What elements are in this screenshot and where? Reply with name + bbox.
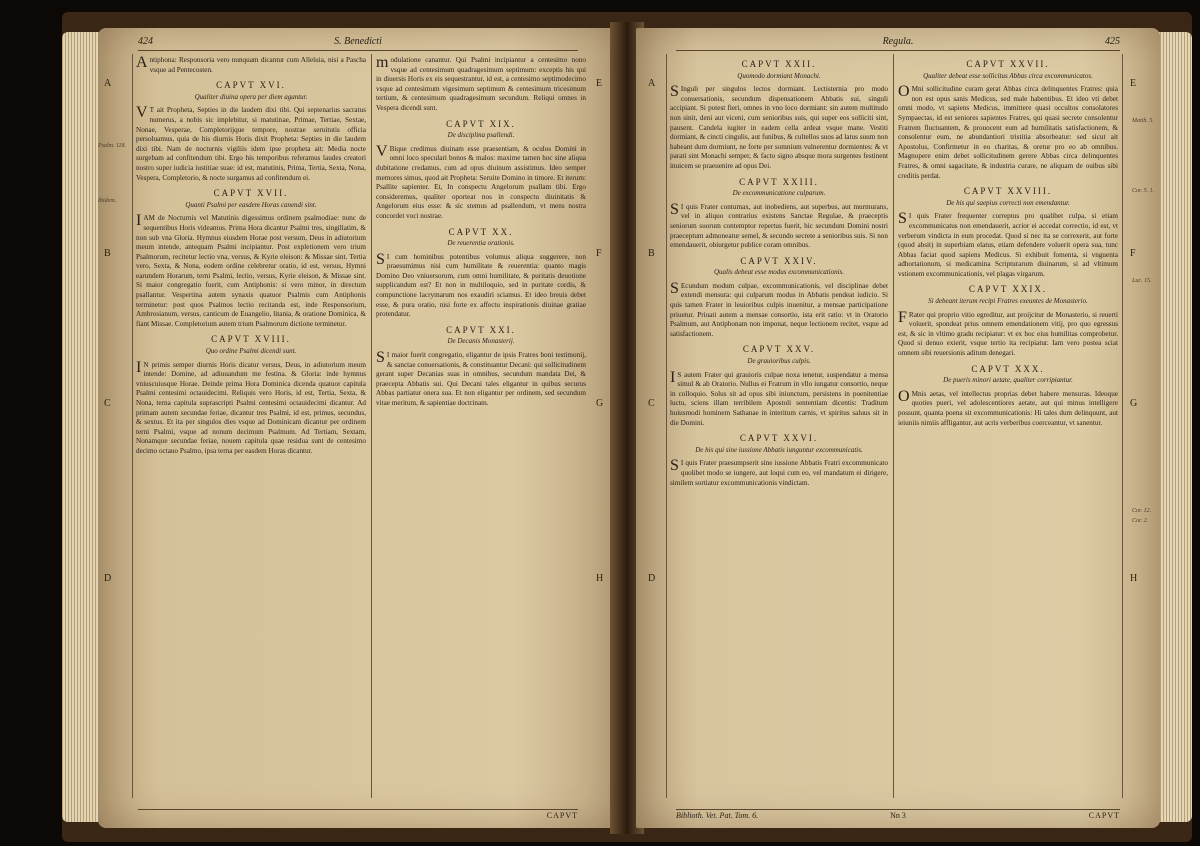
margin-letter: G bbox=[1130, 398, 1138, 409]
margin-letter: A bbox=[104, 78, 112, 89]
margin-letter: E bbox=[596, 78, 603, 89]
chapter-heading: CAPVT XXVIII. bbox=[963, 186, 1053, 197]
margin-letter: F bbox=[1130, 248, 1136, 259]
chapter-text: IN primis semper diurnis Horis dicatur versus, Deus, in adiutorium meum intende: Domine, ad adiuuandum me festina. & Gloria: inde hymnus vniuscuiusque Horae. Deinde prima Hora Dominica dicenda quatuor capitula Psalmi centesimi octauidecimi. Reliquis vero Horis, id est, Tertia, Sexta, & Nona, terna capitula suprascripti Psalmi centesimi octauidecimi dicantur. Ad primam autem secundae feriae, dicantur tres Psalmi, id est, primus, secundus, & sextus. Et ita per singulos dies vsque ad Dominicam dicantur per ordinem terni Psalmi, vsque ad nonum decimum Psalmum. Ad Tertiam, Sextam, Nonamque secundae feriae, nouem capitula quae residua sunt de centesimo decimo octauo Psalmo, ipsa terna per easdem Horas dicantur. bbox=[136, 358, 366, 455]
chapter-subtitle: De disciplina psallendi. bbox=[447, 131, 515, 140]
chapter-heading: CAPVT XXII. bbox=[741, 59, 817, 69]
right-page-column-2 bbox=[898, 54, 1118, 794]
chapter-text: SI quis Frater contumax, aut inobediens, aut superbus, aut murmurans, vel in aliquo contrarius existens Sanctae Regulae, & praeceptis seniorum suorum contemptor repertus fuerit, hic secundum Domini nostri praeceptum admoneatur semel, & secundo secrete a senioribus suis. Si non emendauerit, obiurgetur publice coram omnibus. bbox=[670, 200, 888, 250]
chapter bbox=[670, 60, 888, 172]
chapter bbox=[376, 228, 586, 320]
left-inner-margin-letters bbox=[592, 68, 612, 808]
left-page-column-2 bbox=[376, 54, 586, 794]
margin-letter: E bbox=[1130, 78, 1137, 89]
right-outer-margin-letters bbox=[1126, 68, 1146, 808]
margin-letter: B bbox=[104, 248, 111, 259]
chapter-subtitle: De his qui sine iussione Abbatis iunguntur excommunicatis. bbox=[695, 445, 863, 454]
chapter-text: IAM de Nocturnis vel Matutinis digessimus ordinem psalmodiae: nunc de sequentibus Horis videamus. Prima Hora dicantur Psalmi tres, singillatim, & non sub vna Gloria. Hymnus eiusdem Horae post versum, Deus in adiutorium meum intende, antequam Psalmi incipiantur. Post expletionem vero trium Psalmorum, recitetur lectio vna, versus, & Kyrie eleison: & Missae sint. Tertia vero, Sexta, & Nona, eodem ordine celebretur oratio, id est, versus, Hymni earundem Horarum, terni Psalmi, lectio, versus, Kyrie eleison, & Missae sint. Si maior congregatio fuerit, cum Antiphonis: si vero minor, in directum psallantur. Vespertina autem synaxis quatuor Psalmis cum Antiphonis terminetur: post quos Psalmos lectio recitanda est, inde Responsorium, Ambrosianum, versus, canticum de Euangelio, litania, & oratione Dominica, & fiant Missae. Completorium autem trium Psalmorum dictione terminetur. bbox=[136, 212, 366, 328]
chapter-text: FRater qui proprio vitio egreditur, aut proijcitur de Monasterio, si reuerti voluerit, spondeat prius omnem emendationem vitij, pro quo egressus est, & sic in vltimo gradu recipiatur: vt ex hoc eius humilitas comprobetur. Quod si denuo exierit, vsque tertio ita recipiatur. Iam vero postea sciat omnem sibi reuersionis aditum denegari. bbox=[898, 308, 1118, 358]
chapter-heading: CAPVT XXIII. bbox=[739, 176, 819, 187]
margin-note: Psalm. 118. bbox=[98, 143, 127, 149]
right-inner-margin-letters bbox=[644, 68, 664, 808]
center-column-rule bbox=[371, 54, 372, 798]
margin-letter: C bbox=[648, 398, 655, 409]
right-page bbox=[636, 28, 1160, 828]
chapter bbox=[136, 189, 366, 329]
page-edges-right bbox=[1158, 32, 1192, 822]
chapter-heading: CAPVT XIX. bbox=[446, 118, 516, 129]
chapter-text: SI cum hominibus potentibus volumus aliqua suggerere, non praesumimus nisi cum humilitate & reuerentia: quanto magis Domino Deo vniuersorum, cum omni humilitate, & puritatis deuotione supplicandum est? Et non in multiloquio, sed in puritate cordis, & compunctione lacrymarum nos exaudiri sciamus. Et ideo breuis debet esse, & pura oratio, nisi forte ex affectu inspirationis diuinae gratiae protendatur. bbox=[376, 250, 586, 319]
chapter-heading: CAPVT XXIV. bbox=[740, 255, 818, 266]
chapter bbox=[376, 120, 586, 222]
chapter bbox=[136, 81, 366, 183]
chapter-heading: CAPVT XXX. bbox=[971, 363, 1045, 374]
intro-text: modulatione canantur. Qui Psalmi incipiantur a centesimo nono vsque ad centesimum quadragesimum septimum: exceptis his qui in diuersis Horis ex eis sequestrantur, id est, a centesimo septimodecimo vsque ad centesimum vigesimum septimum & centesimum tricesimum tertium, & centesimum quadragesimum secundum. Reliqui omnes in Vespera dicendi sunt. bbox=[376, 54, 586, 112]
chapter-heading: CAPVT XVIII. bbox=[211, 334, 291, 345]
intro-text: Antiphona: Responsoria vero nunquam dicantur cum Alleluia, nisi a Pascha vsque ad Pentecosten. bbox=[136, 54, 366, 74]
chapter bbox=[898, 365, 1118, 429]
chapter-text: IS autem Frater qui grauioris culpae noxa tenetur, suspendatur a mensa simul & ab Oratorio. Nullus ei Fratrum in vllo iungatur consortio, neque in colloquio. Solus sit ad opus sibi iniunctum, persistens in poenitentiae luctu, sciens illam terribilem Apostoli sententiam dicentis: Traditum huiusmodi hominem Sathanae in interitum carnis, vt spiritus saluus sit in die Domini. bbox=[670, 368, 888, 427]
right-page-number: 425 bbox=[1105, 36, 1120, 47]
chapter-text: OMnis aetas, vel intellectus proprias debet habere mensuras. Ideoque quoties pueri, vel adolescentiores aetate, aut qui minus intelligere possunt, quanta poena sit excommunicationis: Hi tales dum delinquunt, aut ieiuniis nimiis affligantur, aut acris verberibus coerceantur, vt sanentur. bbox=[898, 387, 1118, 427]
chapter-text: SEcundum modum culpae, excommunicationis, vel disciplinae debet extendi mensura: qui culparum modus in Abbatis pendeat iudicio. Si quis tamen Frater in leuioribus culpis inuenitur, a mensae participatione priuetur. Priuati autem a mensae consortio, ista erit ratio: vt in Oratorio Psalmum, aut Antiphonam non imponat, neque lectionem recitet, vsque ad satisfactionem. bbox=[670, 279, 888, 338]
chapter bbox=[670, 434, 888, 488]
left-page bbox=[98, 28, 618, 828]
chapter-heading: CAPVT XXIX. bbox=[968, 284, 1048, 295]
right-center-rule bbox=[893, 54, 894, 798]
right-column-rule bbox=[666, 54, 667, 798]
chapter-subtitle: Qualis debeat esse modus excommunicationis. bbox=[713, 268, 845, 277]
chapter-heading: CAPVT XVII. bbox=[213, 188, 289, 199]
chapter bbox=[670, 257, 888, 340]
chapter-heading: CAPVT XXI. bbox=[446, 324, 516, 335]
chapter-heading: CAPVT XXVI. bbox=[739, 433, 819, 444]
margin-note: Cor. 2. bbox=[1132, 518, 1149, 524]
chapter-subtitle: De grauioribus culpis. bbox=[747, 357, 811, 366]
margin-note: Matth. 5. bbox=[1132, 118, 1154, 124]
page-edges-left bbox=[62, 32, 100, 822]
chapter-heading: CAPVT XXV. bbox=[742, 344, 816, 355]
chapter-subtitle: Si debeant iterum recipi Fratres exeuntes de Monasterio. bbox=[928, 297, 1088, 306]
chapter bbox=[670, 345, 888, 428]
chapter-subtitle: Qualiter diuina opera per diem agantur. bbox=[194, 92, 308, 101]
right-outer-rule bbox=[1122, 54, 1123, 798]
chapter-subtitle: De excommunicatione culparum. bbox=[732, 189, 826, 198]
right-running-title: Regula. bbox=[882, 36, 914, 47]
right-catchword: CAPVT bbox=[1088, 811, 1120, 820]
margin-note: Luc. 15. bbox=[1132, 278, 1152, 284]
chapter-subtitle: De reuerentia orationis. bbox=[447, 239, 515, 248]
chapter-subtitle: Quo ordine Psalmi dicendi sunt. bbox=[205, 347, 297, 356]
chapter-subtitle: De his qui saepius correcti non emendantur. bbox=[946, 198, 1070, 207]
chapter bbox=[898, 187, 1118, 279]
chapter-text: OMni sollicitudine curam gerat Abbas circa delinquentes Fratres: quia non est opus sanis Medicus, sed male habentibus. Et ideo vti debet omni modo, vt sapiens Medicus, immittere quasi occultos consolatores Sympaectas, id est seniores sapientes Fratres, qui quasi secrete consolentur Fratrem fluctuantem, & prouocent eum ad humilitatis satisfactionem, & consolentur eum, ne abundantiori tristitia absorbeatur: sed sicut ait Apostolus, Confirmetur in eo charitas, & oretur pro eo ab omnibus. Magnopere enim debet sollicitudinem gerere Abbas circa delinquentes Fratres, & omni sagacitate, & industria curare, ne aliquam de ouibus sibi creditis perdat. bbox=[898, 83, 1118, 180]
left-running-head bbox=[138, 36, 578, 51]
margin-letter: C bbox=[104, 398, 111, 409]
left-footer bbox=[138, 809, 578, 822]
chapter-subtitle: De pueris minori aetate, qualiter corripiantur. bbox=[943, 376, 1073, 385]
margin-letter: A bbox=[648, 78, 656, 89]
margin-letter: H bbox=[1130, 573, 1138, 584]
chapter-subtitle: Qualiter debeat esse sollicitus Abbas circa excommunicatos. bbox=[923, 71, 1093, 80]
left-column-rule bbox=[132, 54, 133, 798]
left-page-column-1 bbox=[136, 54, 366, 794]
left-running-title: S. Benedicti bbox=[334, 36, 382, 47]
chapter-subtitle: De Decanis Monasterij. bbox=[447, 337, 515, 346]
chapter-heading: CAPVT XXVII. bbox=[966, 59, 1050, 69]
chapter bbox=[898, 60, 1118, 181]
margin-note: Cor. 5. 1. bbox=[1132, 188, 1155, 194]
chapter-heading: CAPVT XX. bbox=[448, 226, 514, 237]
left-catchword: CAPVT bbox=[546, 811, 578, 820]
left-margin-letters bbox=[100, 68, 120, 808]
chapter bbox=[136, 335, 366, 456]
left-page-number: 424 bbox=[138, 36, 153, 47]
margin-letter: G bbox=[596, 398, 604, 409]
footer-source: Biblioth. Vet. Pat. Tom. 6. bbox=[676, 811, 759, 820]
chapter bbox=[670, 178, 888, 251]
chapter bbox=[376, 326, 586, 409]
right-page-column-1 bbox=[670, 54, 888, 794]
chapter-subtitle: Quanti Psalmi per easdem Horas canendi sint. bbox=[185, 200, 317, 209]
margin-letter: F bbox=[596, 248, 602, 259]
margin-letter: B bbox=[648, 248, 655, 259]
chapter-text: SInguli per singulos lectos dormiant. Lectisternia pro modo conuersationis, secundum dispensationem Abbatis sui, singuli accipiant. Si potest fieri, omnes in vno loco dormiant: sin autem multitudo non sinit, deni aut viceni, cum senioribus suis, qui super eos solliciti sint, pausent. Candela iugiter in eadem cella ardeat vsque mane. Vestiti dormiant, & cincti cingulis, aut funibus, & cultellos suos ad latus suum non habeant dum dormiunt, ne forte per somnium vulnerentur dormientes: & vt parati sint Monachi semper, & facto signo absque mora surgentes festinent inuicem se praeuenire ad opus Dei. bbox=[670, 83, 888, 170]
chapter-text: SI maior fuerit congregatio, eligantur de ipsis Fratres boni testimonij, & sanctae conuersationis, & constituantur Decani: qui sollicitudinem gerant super Decanias suas in omnibus, secundum mandata Dei, & praecepta Abbatis sui. Qui Decani tales eligantur in quibus securus Abbas partiatur onera sua. Et non eligantur per ordinem, sed secundum vitae meritum, & sapientiae doctrinam. bbox=[376, 349, 586, 407]
margin-note: Cor. 12. bbox=[1132, 508, 1152, 514]
open-book bbox=[62, 12, 1192, 842]
chapter bbox=[898, 285, 1118, 358]
chapter-heading: CAPVT XVI. bbox=[216, 80, 286, 91]
right-running-head bbox=[676, 36, 1120, 51]
margin-letter: D bbox=[648, 573, 656, 584]
margin-letter: D bbox=[104, 573, 112, 584]
chapter-text: VT ait Propheta, Septies in die laudem dixi tibi. Qui septenarius sacratus numerus, a nobis sic implebitur, si matutinae, Primae, Tertiae, Sextae, Nonae, Vesperae, Completorijque tempore, nostrae seruitutis officia persoluamus, quia de his diurnis Horis dixit Propheta: Septies in die laudem dixi tibi. Nam de nocturnis vigiliis idem ipse propheta ait: Media nocte surgebam ad confitendum tibi. Ergo his temporibus referamus laudes creatori nostro super iudicia iustitiae suae: id est, matutinis, Prima, Tertia, Sexta, Nona, Vespera, Completorio, & nocte surgamus ad confitendum ei. bbox=[136, 104, 366, 182]
chapter-text: SI quis Frater frequenter correptus pro qualibet culpa, si etiam excommunicatus non emendauerit, acrior ei accedat correctio, id est, vt verberum vindicta in eum procedat. Quod si nec ita se correxerit, aut forte (quod absit) in superbiam elatus, etiam defendere voluerit opera sua, tunc Abbas faciat quod sapiens Medicus. Si exhibuit fomenta, si vnguenta adhortationum, si medicamina Scripturarum diuinarum, si ad vltimum vstionem excommunicationis, vel plagas virgarum. bbox=[898, 210, 1118, 278]
signature-mark: Nn 3 bbox=[890, 811, 906, 820]
margin-note: Ibidem. bbox=[98, 198, 117, 204]
chapter-text: SI quis Frater praesumpserit sine iussione Abbatis Fratri excommunicato quolibet modo se iungere, aut loqui cum eo, vel mandatum ei dirigere, similem sortiatur excommunicationis vindictam. bbox=[670, 457, 888, 487]
chapter-subtitle: Quomodo dormiant Monachi. bbox=[737, 71, 821, 80]
chapter-text: VBique credimus diuinam esse praesentiam, & oculos Domini in omni loco speculari bonos & malos: maxime tamen hoc sine aliqua dubitatione credamus, cum ad opus diuinum assistimus. Ideo semper memores simus, quod ait Propheta: Seruite Domino in timore. Et iterum: Psallite sapienter. Et, In conspectu Angelorum psallam tibi. Ergo consideremus, qualiter oporteat nos in conspectu diuinitatis & Angelorum eius esse: & sic stemus ad psallendum, vt mens nostra concordet voci nostrae. bbox=[376, 142, 586, 220]
margin-letter: H bbox=[596, 573, 604, 584]
right-footer bbox=[676, 809, 1120, 822]
